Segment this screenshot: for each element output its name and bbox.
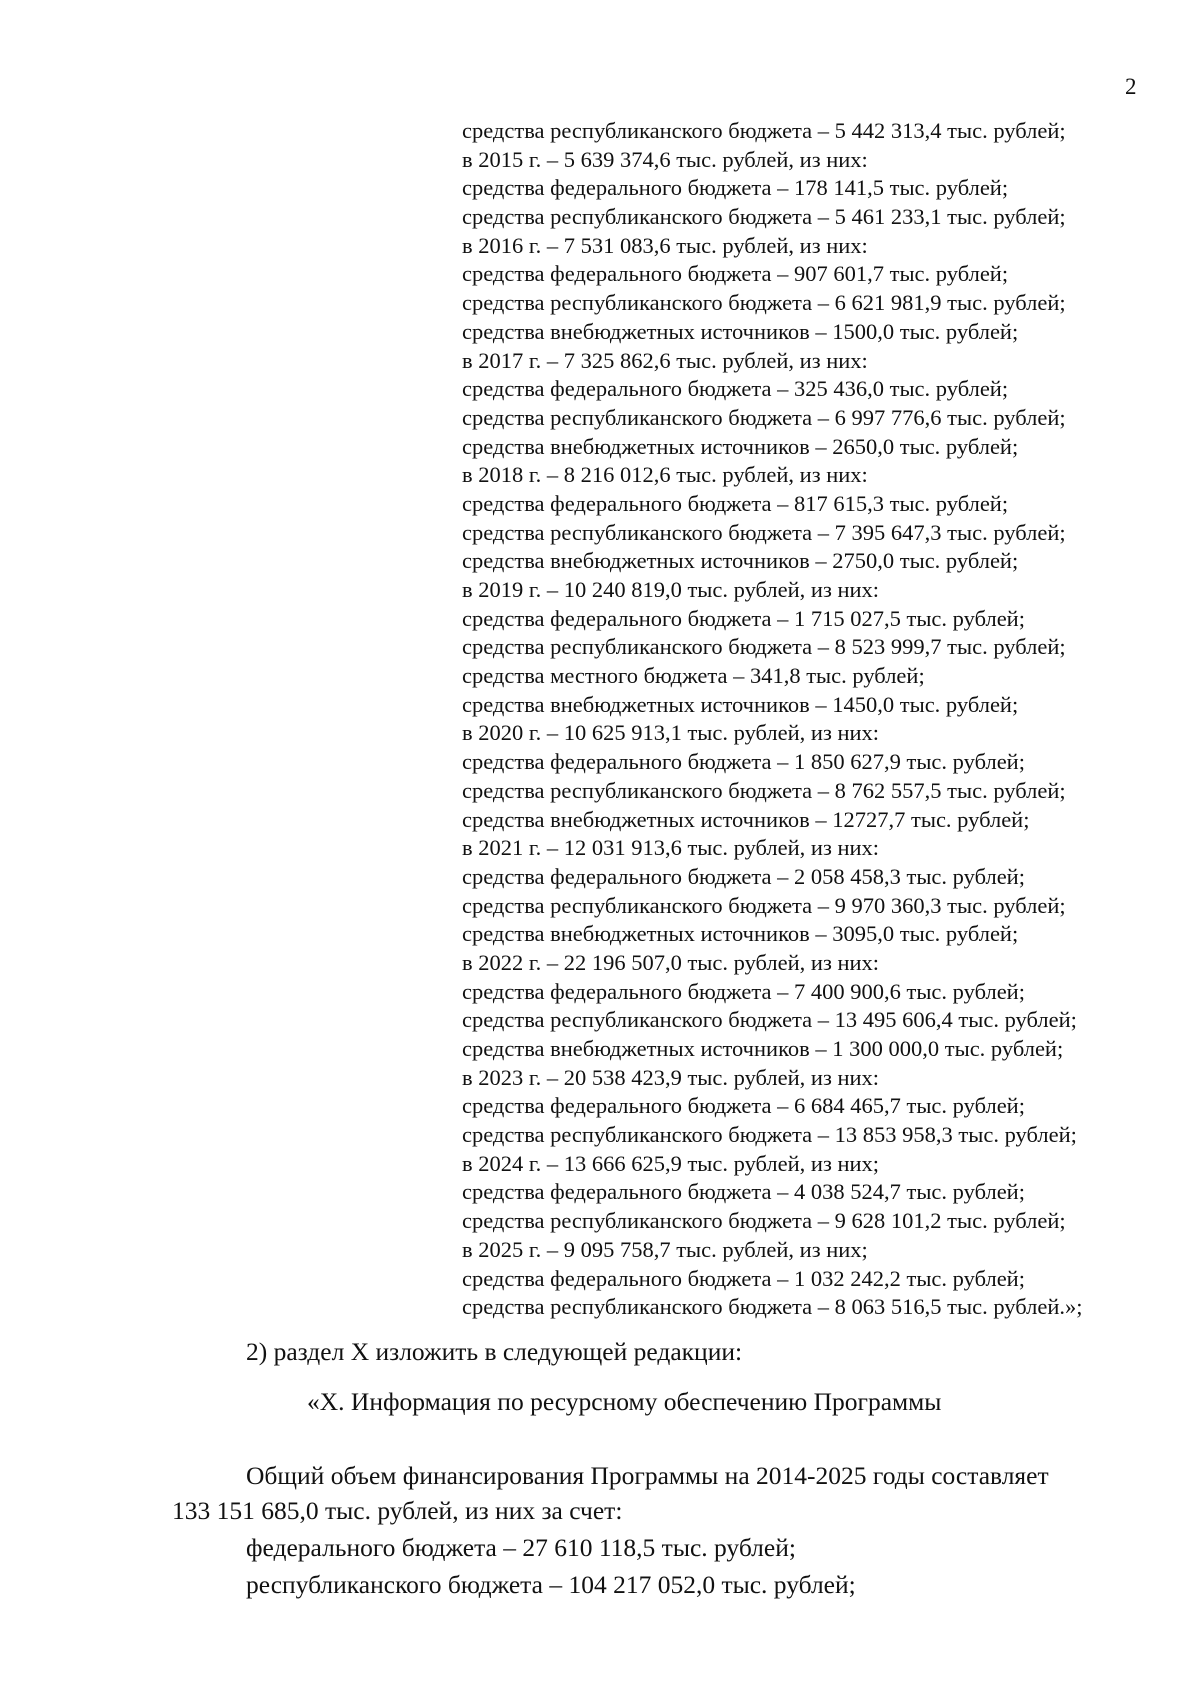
federal-budget-total: федерального бюджета – 27 610 118,5 тыс. рублей; [246, 1533, 796, 1562]
funding-line: в 2023 г. – 20 538 423,9 тыс. рублей, из них: [462, 1064, 880, 1090]
funding-line: средства федерального бюджета – 1 850 627,9 тыс. рублей; [462, 749, 1025, 775]
funding-line: средства федерального бюджета – 6 684 465,7 тыс. рублей; [462, 1093, 1025, 1119]
funding-line: средства федерального бюджета – 1 032 242,2 тыс. рублей; [462, 1265, 1025, 1291]
funding-line: средства внебюджетных источников – 1450,0 тыс. рублей; [462, 691, 1019, 717]
funding-line: средства республиканского бюджета – 8 523 999,7 тыс. рублей; [462, 634, 1066, 660]
funding-line: средства республиканского бюджета – 5 442 313,4 тыс. рублей; [462, 118, 1066, 143]
funding-line: в 2017 г. – 7 325 862,6 тыс. рублей, из них: [462, 347, 868, 373]
funding-line: средства федерального бюджета – 2 058 458,3 тыс. рублей; [462, 863, 1025, 889]
funding-line: средства республиканского бюджета – 8 063 516,5 тыс. рублей.»; [462, 1294, 1083, 1320]
funding-breakdown-list [462, 117, 1162, 1322]
funding-line: средства республиканского бюджета – 13 495 606,4 тыс. рублей; [462, 1007, 1077, 1033]
funding-line: средства республиканского бюджета – 6 621 981,9 тыс. рублей; [462, 290, 1066, 316]
section-x-title: «X. Информация по ресурсному обеспечению Программы [307, 1387, 942, 1416]
funding-line: средства местного бюджета – 341,8 тыс. рублей; [462, 663, 925, 689]
funding-line: средства республиканского бюджета – 8 762 557,5 тыс. рублей; [462, 777, 1066, 803]
total-funding-paragraph-second-line: 133 151 685,0 тыс. рублей, из них за счет: [172, 1496, 623, 1525]
funding-line: средства внебюджетных источников – 2650,0 тыс. рублей; [462, 433, 1019, 459]
funding-line: в 2015 г. – 5 639 374,6 тыс. рублей, из них: [462, 146, 868, 172]
funding-line: средства внебюджетных источников – 12727,7 тыс. рублей; [462, 806, 1030, 832]
funding-line: в 2016 г. – 7 531 083,6 тыс. рублей, из них: [462, 232, 868, 258]
funding-line: средства федерального бюджета – 1 715 027,5 тыс. рублей; [462, 605, 1025, 631]
funding-line: в 2019 г. – 10 240 819,0 тыс. рублей, из них: [462, 577, 880, 602]
funding-line: средства внебюджетных источников – 1500,0 тыс. рублей; [462, 318, 1019, 344]
republican-budget-total: республиканского бюджета – 104 217 052,0 тыс. рублей; [246, 1570, 856, 1599]
funding-line: средства республиканского бюджета – 7 395 647,3 тыс. рублей; [462, 519, 1066, 545]
funding-line: средства федерального бюджета – 178 141,5 тыс. рублей; [462, 175, 1009, 201]
funding-line: средства внебюджетных источников – 3095,0 тыс. рублей; [462, 921, 1019, 947]
funding-line: средства федерального бюджета – 817 615,3 тыс. рублей; [462, 490, 1009, 516]
funding-line: в 2024 г. – 13 666 625,9 тыс. рублей, из них; [462, 1150, 880, 1176]
funding-line: средства внебюджетных источников – 1 300 000,0 тыс. рублей; [462, 1036, 1064, 1061]
funding-line: в 2021 г. – 12 031 913,6 тыс. рублей, из них: [462, 835, 880, 861]
funding-line: средства внебюджетных источников – 2750,0 тыс. рублей; [462, 548, 1019, 574]
funding-line: в 2020 г. – 10 625 913,1 тыс. рублей, из них: [462, 720, 880, 746]
funding-line: средства республиканского бюджета – 13 853 958,3 тыс. рублей; [462, 1122, 1077, 1148]
funding-line: в 2025 г. – 9 095 758,7 тыс. рублей, из них; [462, 1236, 868, 1262]
funding-line: в 2018 г. – 8 216 012,6 тыс. рублей, из них: [462, 462, 868, 488]
funding-line: средства федерального бюджета – 7 400 900,6 тыс. рублей; [462, 978, 1025, 1004]
page-number: 2 [1125, 74, 1137, 99]
funding-line: средства республиканского бюджета – 9 970 360,3 тыс. рублей; [462, 892, 1066, 918]
funding-line: средства федерального бюджета – 325 436,0 тыс. рублей; [462, 376, 1009, 402]
amendment-item-2: 2) раздел X изложить в следующей редакции: [246, 1337, 743, 1366]
total-funding-paragraph-first-line: Общий объем финансирования Программы на 2014-2025 годы составляет [246, 1461, 1049, 1490]
funding-line: средства республиканского бюджета – 9 628 101,2 тыс. рублей; [462, 1208, 1066, 1234]
funding-line: средства федерального бюджета – 4 038 524,7 тыс. рублей; [462, 1179, 1025, 1205]
funding-line: средства республиканского бюджета – 6 997 776,6 тыс. рублей; [462, 404, 1066, 430]
funding-line: средства республиканского бюджета – 5 461 233,1 тыс. рублей; [462, 204, 1066, 230]
funding-line: в 2022 г. – 22 196 507,0 тыс. рублей, из них: [462, 949, 880, 975]
funding-line: средства федерального бюджета – 907 601,7 тыс. рублей; [462, 261, 1009, 287]
